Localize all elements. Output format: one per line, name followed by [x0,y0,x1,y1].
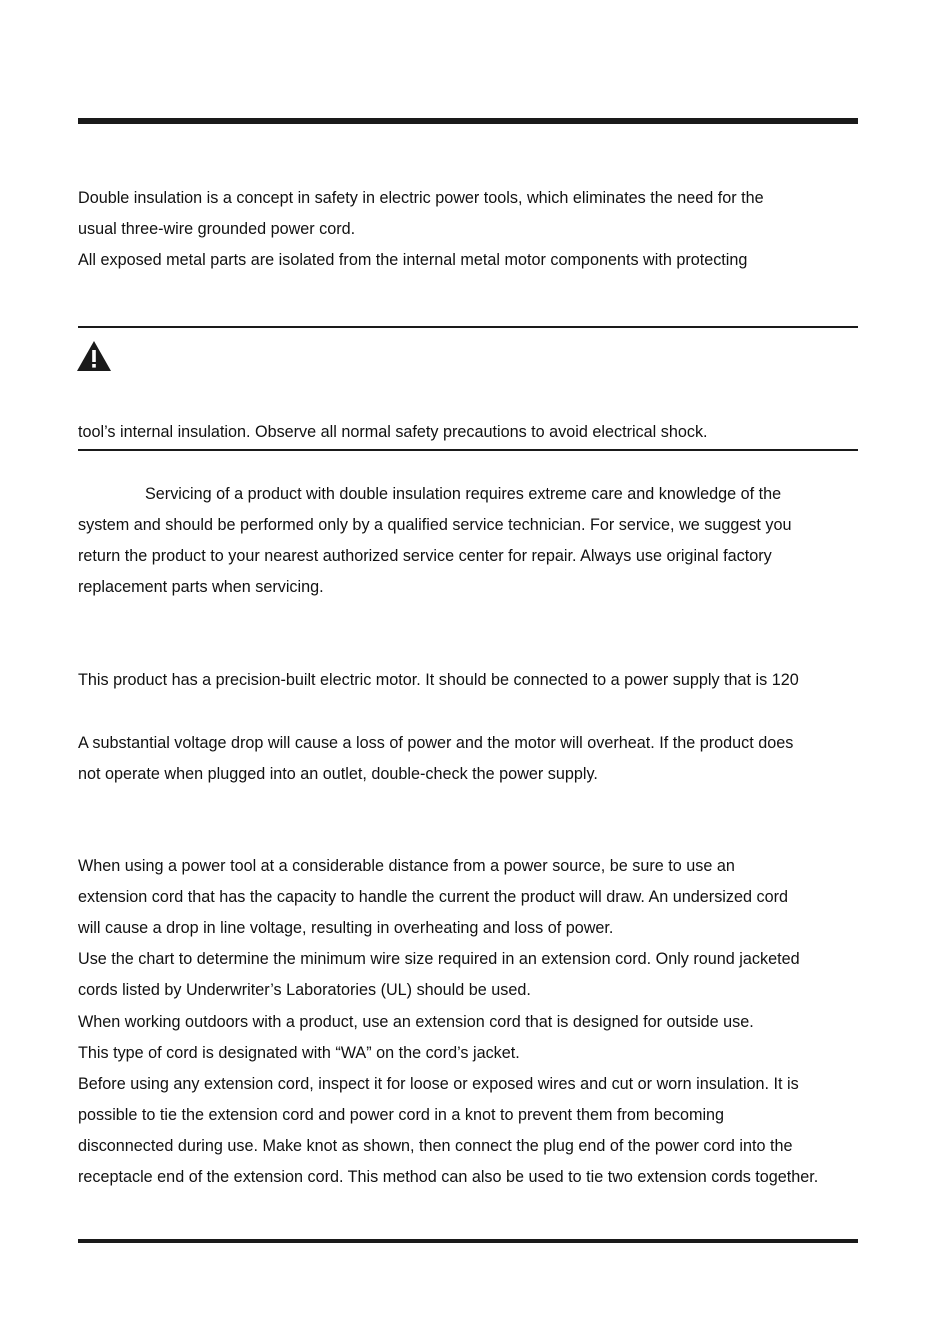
paragraph-line: All exposed metal parts are isolated from the internal metal motor components with protecting [78,251,748,269]
paragraph-line: extension cord that has the capacity to handle the current the product will draw. An undersized cord [78,888,788,906]
paragraph-line: return the product to your nearest authorized service center for repair. Always use original factory [78,547,772,565]
paragraph-line: will cause a drop in line voltage, resulting in overheating and loss of power. [78,919,614,937]
paragraph-line: usual three-wire grounded power cord. [78,220,356,238]
paragraph-line: Before using any extension cord, inspect it for loose or exposed wires and cut or worn insulation. It is [78,1075,799,1093]
paragraph-line: receptacle end of the extension cord. This method can also be used to tie two extension cords together. [78,1168,819,1186]
paragraph-line: When using a power tool at a considerable distance from a power source, be sure to use an [78,857,735,875]
paragraph-line: This product has a precision-built electric motor. It should be connected to a power supply that is 120 [78,671,799,689]
paragraph-line: This type of cord is designated with “WA” on the cord’s jacket. [78,1044,520,1062]
top-rule [78,118,858,124]
paragraph-line: possible to tie the extension cord and power cord in a knot to prevent them from becoming [78,1106,725,1124]
bottom-rule [78,1239,858,1243]
warning-text: tool’s internal insulation. Observe all normal safety precautions to avoid electrical shock. [78,423,708,441]
paragraph-line: system and should be performed only by a qualified service technician. For service, we suggest you [78,516,792,534]
paragraph-line: Double insulation is a concept in safety in electric power tools, which eliminates the need for the [78,189,764,207]
paragraph-line: not operate when plugged into an outlet, double-check the power supply. [78,765,598,783]
paragraph-line: Use the chart to determine the minimum wire size required in an extension cord. Only round jacketed [78,950,800,968]
paragraph-line: When working outdoors with a product, use an extension cord that is designed for outside use. [78,1013,754,1031]
paragraph-line: replacement parts when servicing. [78,578,324,596]
paragraph-line: Servicing of a product with double insulation requires extreme care and knowledge of the [145,485,782,503]
warning-triangle-icon [76,340,112,372]
paragraph-line: cords listed by Underwriter’s Laboratories (UL) should be used. [78,981,531,999]
warning-box-bottom-rule [78,449,858,451]
paragraph-line: A substantial voltage drop will cause a loss of power and the motor will overheat. If the product does [78,734,794,752]
paragraph-line: disconnected during use. Make knot as shown, then connect the plug end of the power cord into the [78,1137,793,1155]
warning-box-top-rule [78,326,858,328]
